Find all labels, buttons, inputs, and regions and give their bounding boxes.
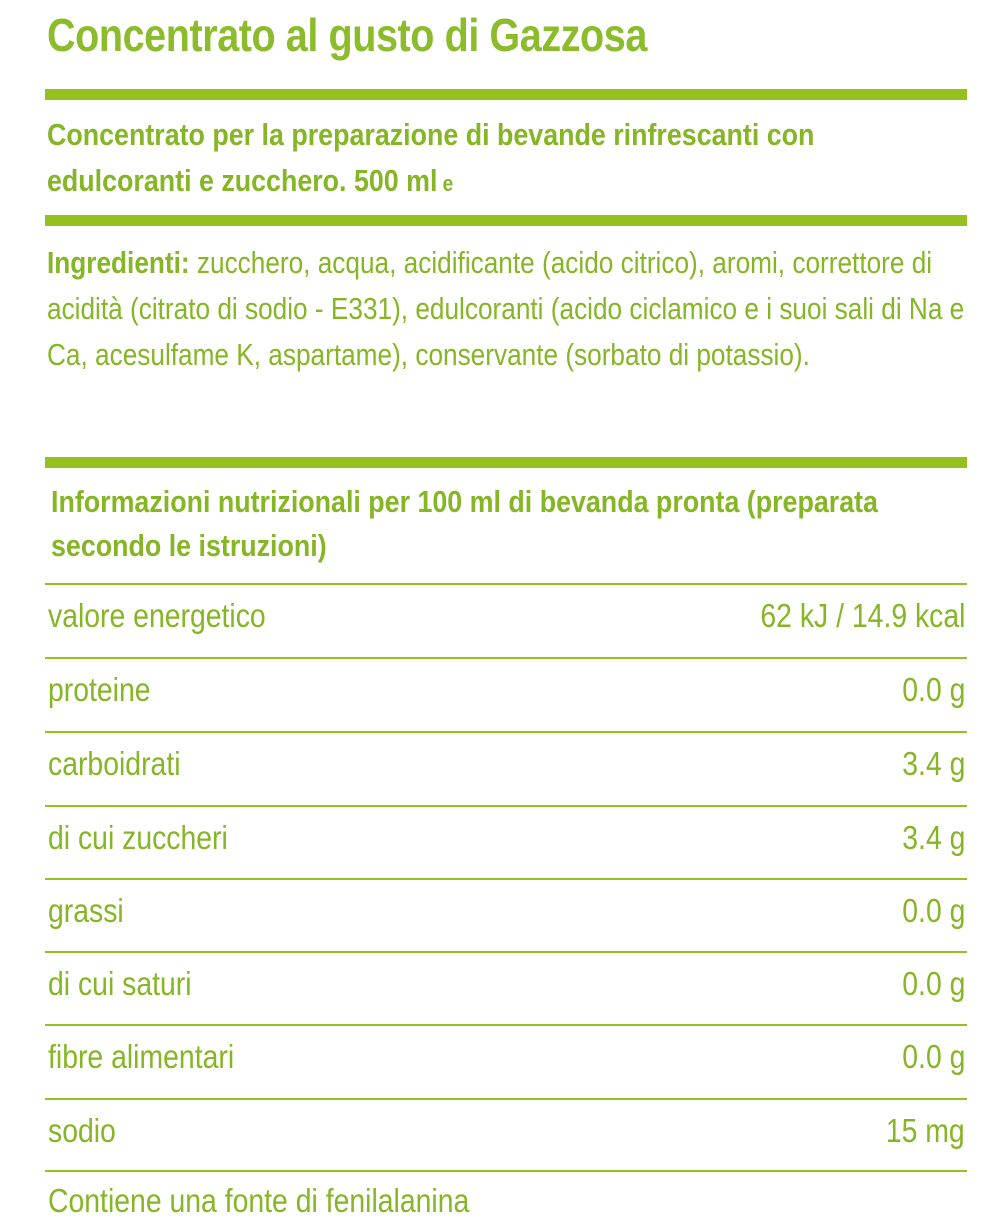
ingredients-block <box>47 240 972 378</box>
table-divider <box>45 1170 967 1172</box>
allergen-note: Contiene una fonte di fenilalanina <box>48 1182 470 1219</box>
divider <box>45 457 967 468</box>
divider <box>45 89 967 100</box>
nutrient-name: fibre alimentari <box>48 1038 235 1075</box>
divider <box>45 215 967 226</box>
nutrient-name: sodio <box>48 1112 116 1149</box>
ingredients-text: zucchero, acqua, acidificante (acido citrico), aromi, correttore di acidità (citrato di sodio - E331), edulcoranti (acido ciclamico e i suoi sali di Na e Ca, acesulfame K, aspartame), conservante (sorbato di potassio). <box>47 245 965 372</box>
nutrition-row <box>45 880 967 952</box>
nutrient-name: proteine <box>48 671 151 708</box>
nutrient-value: 0.0 g <box>901 965 965 1002</box>
nutrition-row <box>45 953 967 1025</box>
nutrition-row <box>45 1100 967 1172</box>
product-description <box>47 112 955 207</box>
nutrient-value: 0.0 g <box>901 892 965 929</box>
nutrient-value: 0.0 g <box>901 1038 965 1075</box>
nutrition-row <box>45 585 967 657</box>
nutrient-name: di cui zuccheri <box>48 819 228 856</box>
description-text: Concentrato per la preparazione di bevande rinfrescanti con edulcoranti e zucchero. 500 ml <box>47 117 815 198</box>
nutrition-row <box>45 659 967 731</box>
nutrition-row <box>45 1026 967 1098</box>
page-title: Concentrato al gusto di Gazzosa <box>47 9 647 61</box>
nutrient-name: di cui saturi <box>48 965 192 1002</box>
nutrient-name: carboidrati <box>48 745 181 782</box>
nutrition-heading: Informazioni nutrizionali per 100 ml di bevanda pronta (preparata secondo le istruzioni) <box>51 484 878 563</box>
nutrient-value: 3.4 g <box>901 819 965 856</box>
ingredients-label: Ingredienti: <box>47 245 190 280</box>
nutrient-name: grassi <box>48 892 124 929</box>
nutrient-name: valore energetico <box>48 597 266 634</box>
nutrition-row <box>45 733 967 805</box>
nutrient-value: 0.0 g <box>901 671 965 708</box>
nutrient-value: 3.4 g <box>901 745 965 782</box>
estimated-sign: e <box>442 171 454 196</box>
nutrition-row <box>45 807 967 879</box>
nutrient-value: 62 kJ / 14.9 kcal <box>759 597 965 634</box>
nutrient-value: 15 mg <box>886 1112 965 1149</box>
